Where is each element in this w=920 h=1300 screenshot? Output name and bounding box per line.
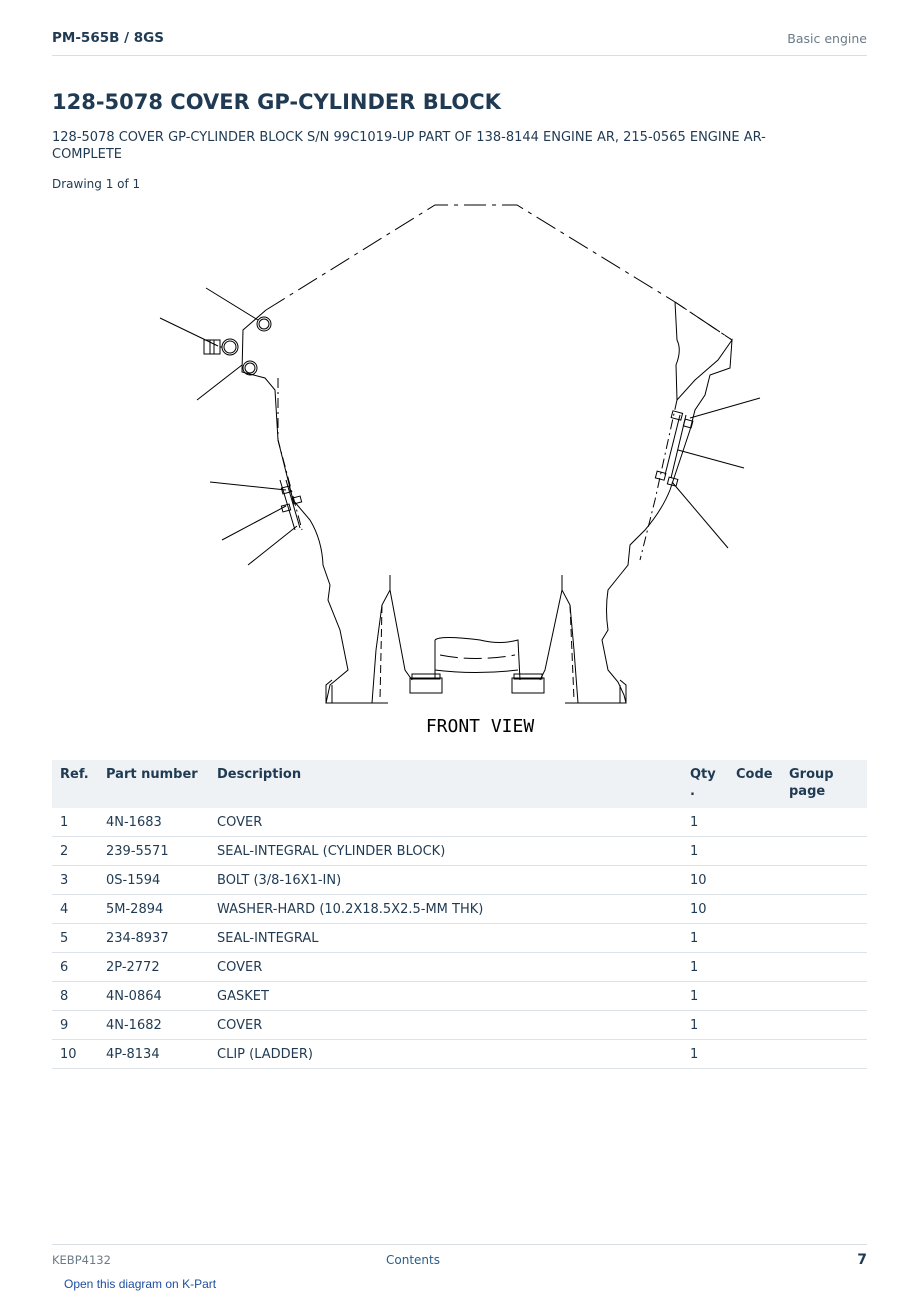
cell-description: GASKET: [209, 982, 682, 1011]
cell-description: BOLT (3/8-16X1-IN): [209, 866, 682, 895]
parts-table: [52, 760, 867, 1069]
cell-part-number: 4P-8134: [98, 1040, 209, 1069]
cell-description: SEAL-INTEGRAL: [209, 924, 682, 953]
col-header-code: Code: [728, 760, 781, 808]
cell-code: [728, 924, 781, 953]
page-number: 7: [857, 1252, 867, 1268]
col-header-description: Description: [209, 760, 682, 808]
block-outline-top: [266, 205, 732, 340]
leader-line-4: [210, 482, 286, 490]
cell-code: [728, 1040, 781, 1069]
cell-group-page: [781, 1011, 867, 1040]
cell-ref: 4: [52, 895, 98, 924]
leader-line-5: [222, 506, 286, 540]
cell-description: SEAL-INTEGRAL (CYLINDER BLOCK): [209, 837, 682, 866]
cell-description: WASHER-HARD (10.2X18.5X2.5-MM THK): [209, 895, 682, 924]
page-title: 128-5078 COVER GP-CYLINDER BLOCK: [52, 90, 501, 114]
cell-part-number: 2P-2772: [98, 953, 209, 982]
fitting-bottom-inner: [245, 363, 255, 373]
cell-qty: 10: [682, 866, 728, 895]
table-row: [52, 895, 867, 924]
cell-ref: 8: [52, 982, 98, 1011]
right-bolt-1: [671, 411, 682, 420]
cell-group-page: [781, 1040, 867, 1069]
block-left-profile: [242, 310, 388, 703]
table-row: [52, 1040, 867, 1069]
cell-part-number: 239-5571: [98, 837, 209, 866]
cell-ref: 2: [52, 837, 98, 866]
section-label: Basic engine: [787, 31, 867, 46]
table-header-row: [52, 760, 867, 808]
cell-qty: 1: [682, 808, 728, 837]
cell-group-page: [781, 866, 867, 895]
contents-link[interactable]: Contents: [386, 1253, 440, 1267]
right-bolt-3: [655, 471, 666, 480]
table-row: [52, 1011, 867, 1040]
parts-table-container: [52, 760, 867, 1069]
table-row: [52, 924, 867, 953]
model-label: PM-565B / 8GS: [52, 30, 164, 46]
col-header-group-page: [781, 760, 867, 808]
left-leg: [372, 575, 412, 703]
table-row: [52, 808, 867, 837]
table-row: [52, 982, 867, 1011]
right-inner-edge: [640, 400, 677, 560]
document-id: KEBP4132: [52, 1253, 111, 1267]
leader-line-3: [197, 365, 242, 400]
cell-qty: 1: [682, 924, 728, 953]
fitting-middle-inner: [224, 341, 236, 353]
cell-code: [728, 953, 781, 982]
cell-code: [728, 982, 781, 1011]
cell-part-number: 234-8937: [98, 924, 209, 953]
leader-line-8: [678, 450, 744, 468]
cell-qty: 1: [682, 982, 728, 1011]
page-header: [52, 28, 867, 56]
leader-line-9: [672, 482, 728, 548]
drawing-count: Drawing 1 of 1: [52, 177, 141, 191]
qty-header-line2: .: [690, 784, 695, 799]
table-row: [52, 953, 867, 982]
cell-group-page: [781, 808, 867, 837]
page-subtitle: 128-5078 COVER GP-CYLINDER BLOCK S/N 99C1019-UP PART OF 138-8144 ENGINE AR, 215-0565 ENGINE AR-COMPLETE: [52, 130, 766, 162]
cell-ref: 5: [52, 924, 98, 953]
cell-code: [728, 808, 781, 837]
cell-code: [728, 837, 781, 866]
col-header-part-number: Part number: [98, 760, 209, 808]
open-k-part-link[interactable]: Open this diagram on K-Part: [64, 1277, 217, 1291]
cell-part-number: 4N-1683: [98, 808, 209, 837]
right-leg: [540, 575, 578, 703]
leader-line-2: [160, 318, 218, 346]
cell-code: [728, 895, 781, 924]
cell-qty: 1: [682, 1011, 728, 1040]
qty-header-line1: Qty: [690, 767, 716, 782]
cell-description: CLIP (LADDER): [209, 1040, 682, 1069]
leader-line-1: [206, 288, 258, 320]
cell-ref: 1: [52, 808, 98, 837]
cell-code: [728, 1011, 781, 1040]
cell-qty: 1: [682, 837, 728, 866]
block-right-profile: [565, 302, 732, 703]
cell-qty: 1: [682, 953, 728, 982]
leader-line-6: [248, 526, 297, 565]
nut-left: [410, 678, 442, 693]
cell-group-page: [781, 924, 867, 953]
cell-ref: 9: [52, 1011, 98, 1040]
cell-part-number: 4N-1682: [98, 1011, 209, 1040]
cell-qty: 1: [682, 1040, 728, 1069]
cell-group-page: [781, 837, 867, 866]
cell-code: [728, 866, 781, 895]
cell-qty: 10: [682, 895, 728, 924]
bottom-cover-dash: [440, 655, 515, 659]
cell-part-number: 5M-2894: [98, 895, 209, 924]
parts-diagram: [150, 200, 770, 745]
fitting-bracket: [204, 340, 220, 354]
table-row: [52, 866, 867, 895]
table-row: [52, 837, 867, 866]
cell-part-number: 4N-0864: [98, 982, 209, 1011]
col-header-qty: [682, 760, 728, 808]
cell-group-page: [781, 895, 867, 924]
footer-divider: [52, 1244, 867, 1245]
cell-ref: 6: [52, 953, 98, 982]
fitting-top-inner: [259, 319, 269, 329]
cell-group-page: [781, 953, 867, 982]
cell-ref: 3: [52, 866, 98, 895]
cell-description: COVER: [209, 808, 682, 837]
cell-description: COVER: [209, 953, 682, 982]
cell-part-number: 0S-1594: [98, 866, 209, 895]
right-clip: [665, 415, 686, 478]
group-header-line2: page: [789, 784, 826, 799]
col-header-ref: Ref.: [52, 760, 98, 808]
cell-group-page: [781, 982, 867, 1011]
diagram-caption: FRONT VIEW: [425, 716, 535, 737]
cell-ref: 10: [52, 1040, 98, 1069]
cell-description: COVER: [209, 1011, 682, 1040]
group-header-line1: Group: [789, 767, 834, 782]
nut-right: [512, 678, 544, 693]
right-leg-dash: [570, 605, 574, 700]
